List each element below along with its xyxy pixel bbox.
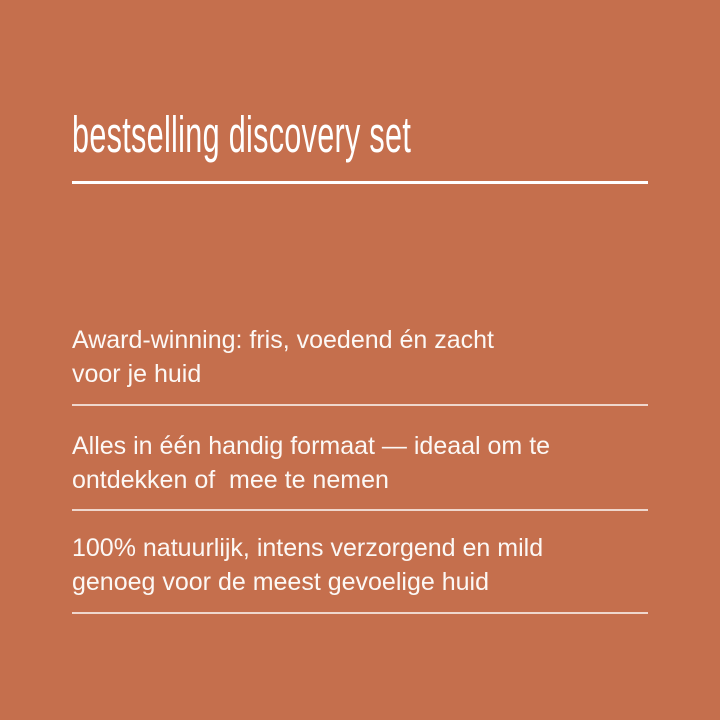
divider-3 [72,612,648,614]
feature-1-line-1: Award-winning: fris, voedend én zacht [72,326,494,354]
feature-2-line-2: ontdekken of mee te nemen [72,466,389,494]
feature-block-1 [72,323,648,391]
divider-1 [72,404,648,406]
feature-block-3 [72,531,648,599]
page-title: bestselling discovery set [72,106,412,163]
divider-2 [72,509,648,511]
feature-block-2 [72,429,648,497]
feature-3-line-1: 100% natuurlijk, intens verzorgend en mild [72,534,544,562]
feature-2-line-1: Alles in één handig formaat — ideaal om te [72,432,551,460]
feature-1-line-2: voor je huid [72,360,202,388]
title-underline [72,181,648,184]
feature-3-line-2: genoeg voor de meest gevoelige huid [72,568,489,596]
